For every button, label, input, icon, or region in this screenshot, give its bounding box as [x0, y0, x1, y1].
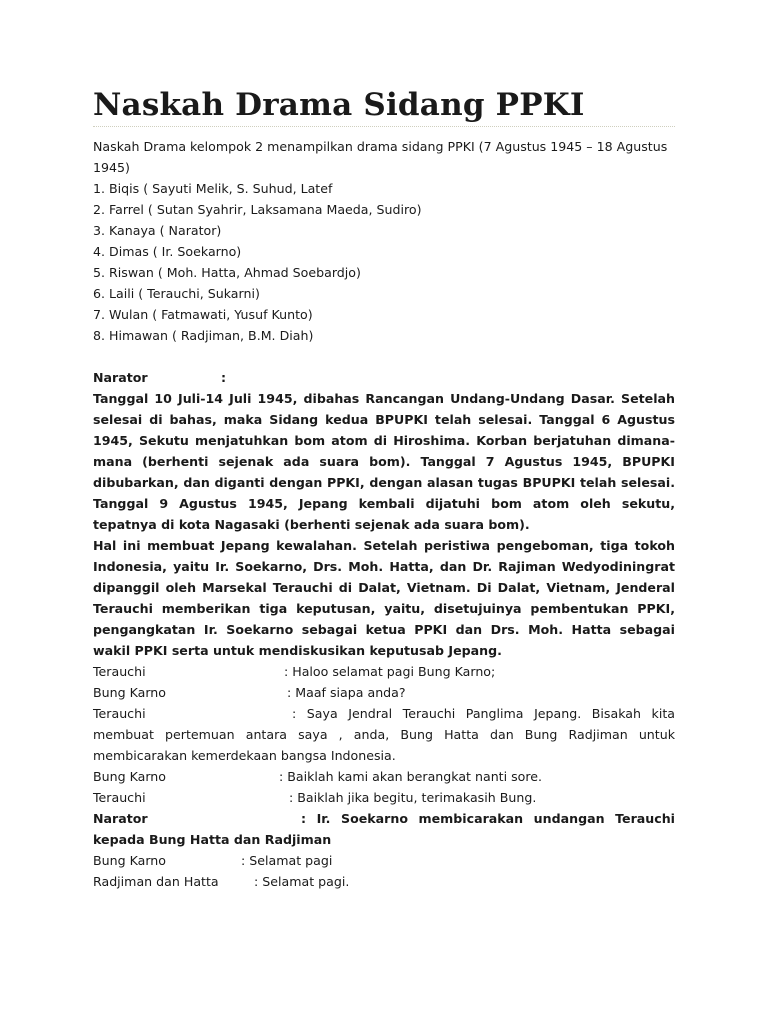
speaker-name: Narator — [93, 370, 148, 385]
intro-text: Naskah Drama kelompok 2 menampilkan drama sidang PPKI (7 Agustus 1945 – 18 Agustus 1945) — [93, 139, 668, 175]
dialogue-text: : Baiklah kami akan berangkat nanti sore. — [279, 769, 543, 784]
dialogue-text: : Haloo selamat pagi Bung Karno; — [284, 664, 496, 679]
document-page — [93, 85, 675, 892]
cast-item: 3. Kanaya ( Narator) — [93, 223, 222, 238]
dialogue-line — [93, 703, 675, 766]
narrator-heading — [93, 367, 675, 388]
cast-item: 7. Wulan ( Fatmawati, Yusuf Kunto) — [93, 307, 313, 322]
speaker-colon: : — [221, 370, 227, 385]
narrator-line — [93, 808, 675, 850]
cast-item: 8. Himawan ( Radjiman, B.M. Diah) — [93, 328, 314, 343]
spacer — [93, 346, 675, 367]
speaker-name: Terauchi — [93, 790, 146, 805]
cast-item: 6. Laili ( Terauchi, Sukarni) — [93, 286, 260, 301]
dialogue-line — [93, 787, 675, 808]
cast-item: 2. Farrel ( Sutan Syahrir, Laksamana Maeda, Sudiro) — [93, 202, 422, 217]
page-title: Naskah Drama Sidang PPKI — [93, 87, 585, 123]
dialogue-text: : Saya Jendral Terauchi Panglima Jepang. Bisakah kita membuat pertemuan antara saya , anda, Bung Hatta dan Bung Radjiman untuk membicarakan kemerdekaan bangsa Indonesia. — [93, 706, 675, 763]
title-divider — [93, 126, 675, 127]
narration-text: : Ir. Soekarno membicarakan undangan Terauchi kepada Bung Hatta dan Radjiman — [93, 811, 675, 847]
speaker-name: Radjiman dan Hatta — [93, 874, 219, 889]
speaker-name: Bung Karno — [93, 769, 166, 784]
speaker-name: Bung Karno — [93, 685, 166, 700]
speaker-name: Terauchi — [93, 664, 146, 679]
dialogue-text: : Maaf siapa anda? — [287, 685, 406, 700]
cast-item: 5. Riswan ( Moh. Hatta, Ahmad Soebardjo) — [93, 265, 361, 280]
narration-paragraph: Hal ini membuat Jepang kewalahan. Setelah peristiwa pengeboman, tiga tokoh Indonesia, yaitu Ir. Soekarno, Drs. Moh. Hatta, dan Dr. Rajiman Wedyodiningrat dipanggil oleh Marsekal Terauchi di Dalat, Vietnam. Di Dalat, Vietnam, Jenderal Terauchi memberikan tiga keputusan, yaitu, disetujuinya pembentukan PPKI, pengangkatan Ir. Soekarno sebagai ketua PPKI dan Drs. Moh. Hatta sebagai wakil PPKI serta untuk mendiskusikan keputusab Jepang. — [93, 538, 675, 658]
dialogue-text: : Selamat pagi. — [254, 874, 350, 889]
dialogue-line — [93, 682, 675, 703]
dialogue-line — [93, 871, 675, 892]
speaker-name: Bung Karno — [93, 853, 166, 868]
cast-item: 1. Biqis ( Sayuti Melik, S. Suhud, Latef — [93, 181, 333, 196]
speaker-name: Terauchi — [93, 706, 146, 721]
dialogue-text: : Baiklah jika begitu, terimakasih Bung. — [289, 790, 537, 805]
narration-paragraph: Tanggal 10 Juli-14 Juli 1945, dibahas Rancangan Undang-Undang Dasar. Setelah selesai di bahas, maka Sidang kedua BPUPKI telah selesai. Tanggal 6 Agustus 1945, Sekutu menjatuhkan bom atom di Hiroshima. Korban berjatuhan dimana-mana (berhenti sejenak ada suara bom). Tanggal 7 Agustus 1945, BPUPKI dibubarkan, dan diganti dengan PPKI, dengan alasan tugas BPUPKI telah selesai. Tanggal 9 Agustus 1945, Jepang kembali dijatuhi bom atom oleh sekutu, tepatnya di kota Nagasaki (berhenti sejenak ada suara bom). — [93, 391, 675, 532]
dialogue-line — [93, 661, 675, 682]
cast-item: 4. Dimas ( Ir. Soekarno) — [93, 244, 242, 259]
dialogue-line — [93, 850, 675, 871]
dialogue-text: : Selamat pagi — [241, 853, 333, 868]
speaker-name: Narator — [93, 811, 148, 826]
dialogue-line — [93, 766, 675, 787]
